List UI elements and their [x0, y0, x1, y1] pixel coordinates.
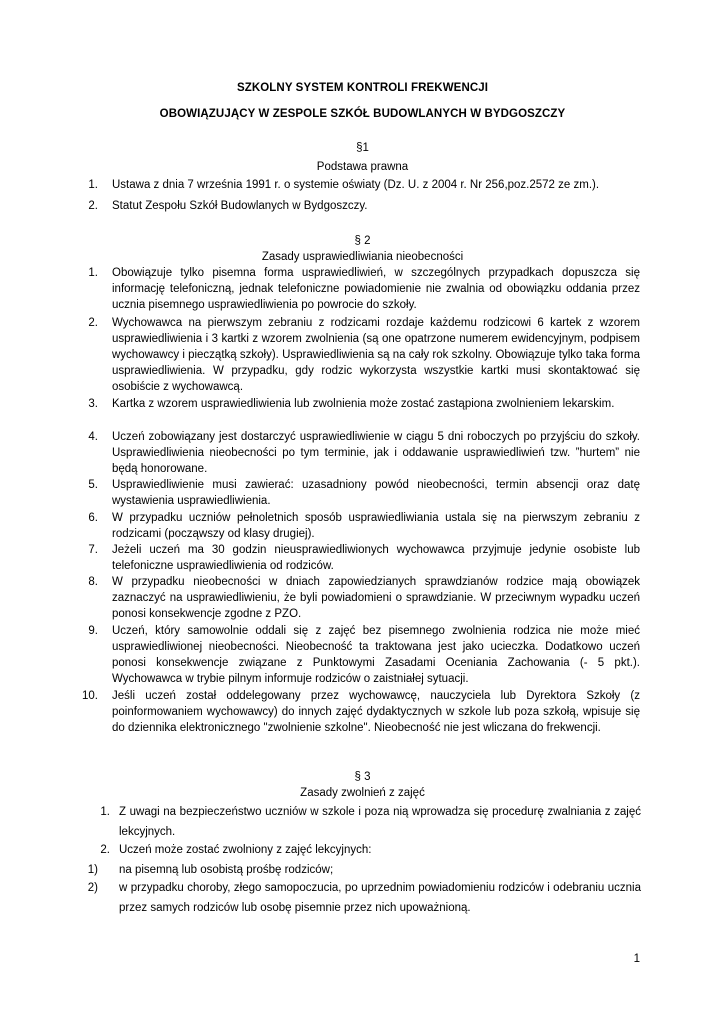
item-text: Uczeń może zostać zwolniony z zajęć lekcyjnych:	[119, 844, 372, 856]
item-number: 2)	[87, 882, 98, 894]
section-1-item	[0, 177, 725, 193]
item-text: Wychowawca na pierwszym zebraniu z rodzicami rozdaje każdemu rodzicowi 6 kartek z wzorem usprawiedliwienia i 3 kartki z wzorem zwolnienia (są one opatrzone numerem ewidencyjnym, podpisem wychowawcy i pieczątką szkoły). Usprawiedliwienia są na cały rok szkolny. Obowiązuje tylko taka forma usprawiedliwienia. W przypadku, gdy rodzic wykorzysta wszystkie kartki musi skontaktować się osobiście z wychowawcą.	[112, 317, 640, 393]
document-title-line2: OBOWIĄZUJĄCY W ZESPOLE SZKÓŁ BUDOWLANYCH W BYDGOSZCZY	[159, 108, 566, 120]
section-1-title: Podstawa prawna	[316, 161, 409, 173]
item-number: 1.	[88, 179, 98, 191]
item-number: 4.	[88, 431, 98, 443]
section-2-item	[0, 623, 725, 687]
section-2-item	[0, 688, 725, 752]
item-number: 1.	[100, 806, 110, 818]
item-number: 2.	[88, 200, 98, 212]
section-3-number: § 3	[354, 771, 371, 783]
section-2-item	[0, 429, 725, 477]
item-number: 9.	[88, 625, 98, 637]
item-number: 7.	[88, 544, 98, 556]
section-3-item	[0, 878, 725, 918]
item-text: Usprawiedliwienie musi zawierać: uzasadniony powód nieobecności, termin absencji oraz datę wystawienia usprawiedliwienia.	[112, 479, 640, 507]
item-number: 2.	[100, 844, 110, 856]
item-text: Obowiązuje tylko pisemna forma usprawiedliwień, w szczególnych przypadkach dopuszcza się informację telefoniczną, jednak telefoniczne powiadomienie nie zwalnia od obowiązku oddania przez ucznia pisemnego usprawiedliwienia po powrocie do szkoły.	[112, 267, 640, 311]
item-text: w przypadku choroby, złego samopoczucia, po uprzednim powiadomieniu rodziców i odebraniu ucznia przez samych rodziców lub osobę pisemnie przez nich upoważnioną.	[119, 882, 641, 914]
section-2-item	[0, 265, 725, 313]
item-text: na pisemną lub osobistą prośbę rodziców;	[119, 864, 334, 876]
section-2-item	[0, 510, 725, 542]
item-text: Kartka z wzorem usprawiedliwienia lub zwolnienia może zostać zastąpiona zwolnieniem lekarskim.	[112, 398, 615, 410]
item-number: 2.	[88, 317, 98, 329]
item-text: Jeśli uczeń został oddelegowany przez wychowawcę, nauczyciela lub Dyrektora Szkoły (z poinformowaniem wychowawcy) do innych zajęć dydaktycznych w szkole lub poza szkołą, wpisuje się do dziennika elektronicznego "zwolnienie szkolne". Nieobecność nie jest wliczana do frekwencji.	[112, 690, 640, 734]
item-text: W przypadku nieobecności w dniach zapowiedzianych sprawdzianów rodzice mają obowiązek zaznaczyć na usprawiedliwieniu, że byli powiadomieni o sprawdzianie. W przeciwnym wypadku uczeń ponosi konsekwencje zgodne z PZO.	[112, 576, 640, 620]
section-3-item	[0, 860, 725, 880]
section-2-number: § 2	[354, 235, 371, 247]
section-1-item	[0, 198, 725, 214]
document-title-line1: SZKOLNY SYSTEM KONTROLI FREKWENCJI	[236, 82, 489, 94]
section-3-title: Zasady zwolnień z zajęć	[300, 787, 425, 799]
item-text: Uczeń, który samowolnie oddali się z zajęć bez pisemnego zwolnienia rodzica nie może mieć usprawiedliwionej nieobecności. Nieobecność ta traktowana jest jako ucieczka. Dodatkowo uczeń ponosi konsekwencje związane z Punktowymi Zasadami Oceniania Zachowania (- 5 pkt.). Wychowawca w trybie pilnym informuje rodziców o zaistniałej sytuacji.	[112, 625, 640, 685]
section-2-title: Zasady usprawiedliwiania nieobecności	[261, 251, 464, 263]
item-number: 8.	[88, 576, 98, 588]
section-2-item	[0, 477, 725, 509]
section-3-item	[0, 840, 725, 860]
item-text: W przypadku uczniów pełnoletnich sposób usprawiedliwiania ustala się na pierwszym zebraniu z rodzicami (począwszy od klasy drugiej).	[112, 512, 640, 540]
section-2-item	[0, 574, 725, 622]
item-number: 5.	[88, 479, 98, 491]
item-text: Z uwagi na bezpieczeństwo uczniów w szkole i poza nią wprowadza się procedurę zwalniania z zajęć lekcyjnych.	[119, 806, 641, 838]
item-number: 3.	[88, 398, 98, 410]
section-3-item	[0, 802, 725, 842]
section-2-item	[0, 542, 725, 574]
item-text: Statut Zespołu Szkół Budowlanych w Bydgoszczy.	[112, 200, 368, 212]
item-text: Ustawa z dnia 7 września 1991 r. o systemie oświaty (Dz. U. z 2004 r. Nr 256,poz.2572 ze zm.).	[112, 179, 600, 191]
section-2-item	[0, 396, 725, 428]
item-number: 1.	[88, 267, 98, 279]
section-1-number: §1	[356, 142, 369, 154]
item-number: 10.	[82, 690, 98, 702]
item-text: Uczeń zobowiązany jest dostarczyć usprawiedliwienie w ciągu 5 dni roboczych po przyjściu do szkoły. Usprawiedliwienia nieobecności po tym terminie, jak i oddawanie usprawiedliwień tzw. ”hurtem” nie będą honorowane.	[112, 431, 640, 475]
item-number: 6.	[88, 512, 98, 524]
section-2-item	[0, 315, 725, 395]
page-number: 1	[633, 953, 640, 965]
item-number: 1)	[87, 864, 98, 876]
item-text: Jeżeli uczeń ma 30 godzin nieusprawiedliwionych wychowawca przyjmuje jedynie osobiste lub telefoniczne usprawiedliwienia od rodziców.	[112, 544, 640, 572]
